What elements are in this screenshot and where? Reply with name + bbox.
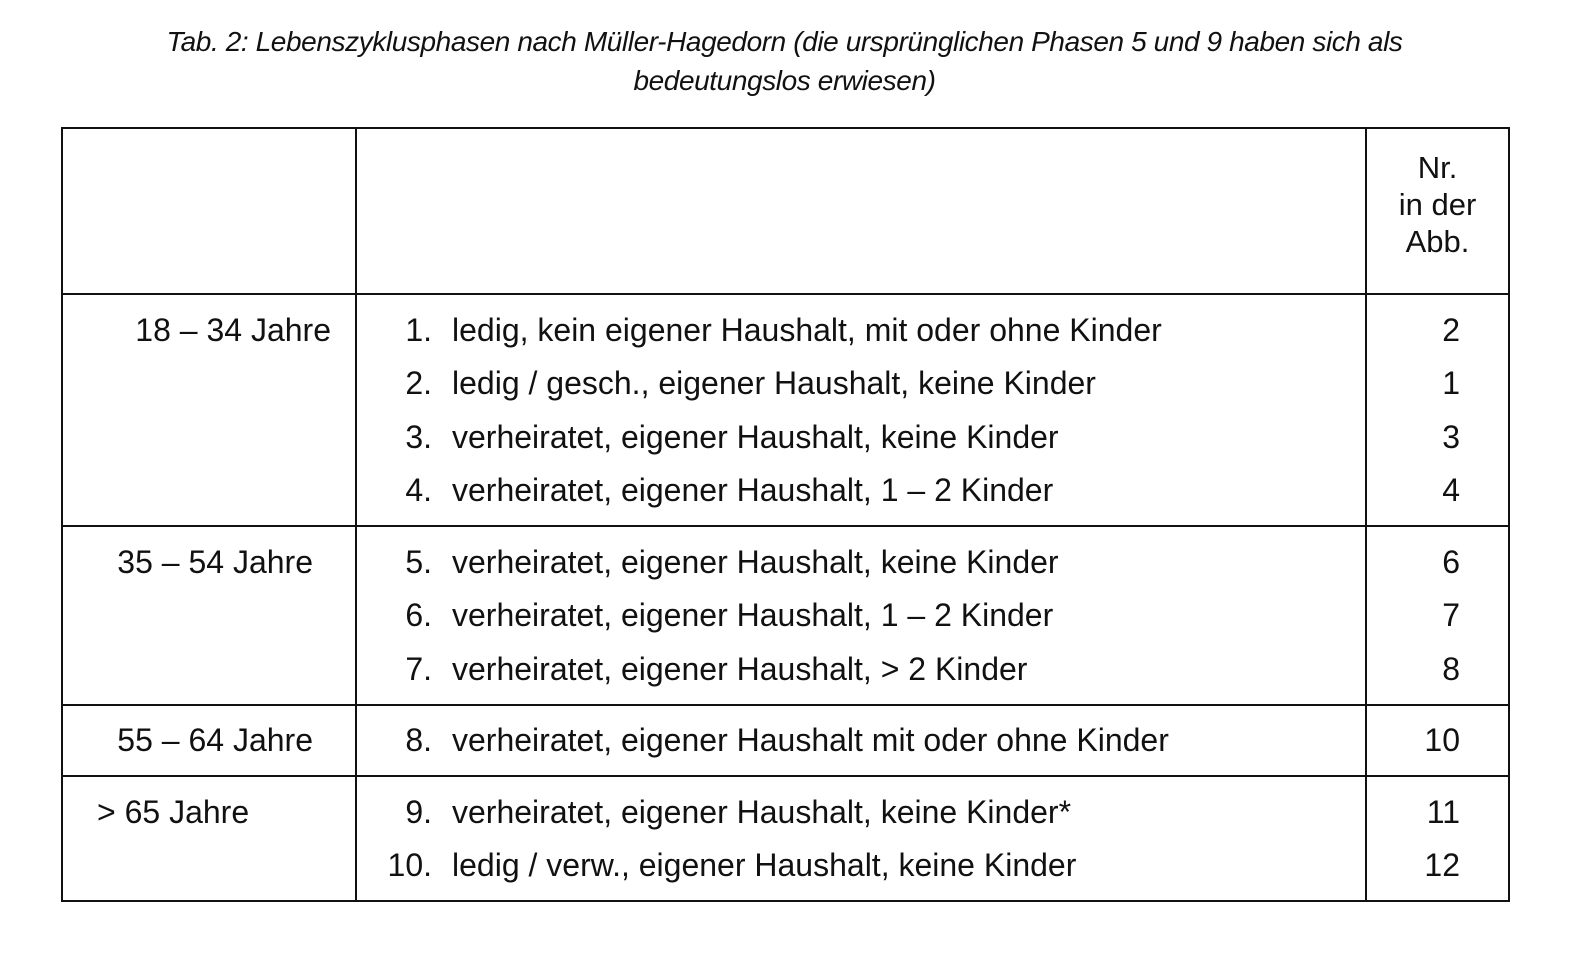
- phase-number: 8.: [405, 722, 432, 759]
- figure-number: 2: [1442, 311, 1460, 348]
- phase-number: 9.: [405, 793, 432, 830]
- phase-number: 4.: [405, 472, 432, 509]
- table-header-row: [62, 128, 1509, 294]
- phase-text: verheiratet, eigener Haushalt, > 2 Kinder: [452, 650, 1028, 687]
- header-phase-cell: [356, 128, 1366, 294]
- phase-text: verheiratet, eigener Haushalt, 1 – 2 Kinder: [452, 472, 1054, 509]
- phase-cell: [356, 776, 1366, 901]
- phase-line: [357, 589, 1365, 643]
- nr-cell: [1366, 776, 1509, 901]
- phase-line: [357, 303, 1365, 357]
- phase-cell: [356, 705, 1366, 777]
- figure-number: 11: [1426, 793, 1460, 830]
- age-cell: [62, 776, 356, 901]
- phase-text: verheiratet, eigener Haushalt, keine Kinder: [452, 543, 1059, 580]
- age-cell: [62, 294, 356, 526]
- group-row-35-54: [62, 526, 1509, 705]
- phase-line: [357, 839, 1365, 893]
- phase-line: [357, 410, 1365, 464]
- age-label: > 65 Jahre: [97, 793, 250, 830]
- phase-line: [357, 357, 1365, 411]
- phase-number: 7.: [405, 650, 432, 687]
- header-age-cell: [62, 128, 356, 294]
- header-nr-line-1: Nr.: [1417, 150, 1458, 185]
- age-cell: [62, 705, 356, 777]
- figure-number: 7: [1442, 597, 1460, 634]
- figure-number: 3: [1442, 418, 1460, 455]
- phase-cell: [356, 526, 1366, 705]
- age-label: 18 – 34 Jahre: [135, 311, 331, 348]
- phase-line: [357, 464, 1365, 518]
- phase-text: verheiratet, eigener Haushalt, 1 – 2 Kinder: [452, 597, 1054, 634]
- group-row-over-65: [62, 776, 1509, 901]
- figure-number: 12: [1424, 847, 1460, 884]
- life-cycle-phases-table: [61, 127, 1510, 902]
- header-nr-cell: [1366, 128, 1509, 294]
- age-label: 55 – 64 Jahre: [117, 722, 313, 759]
- phase-number: 2.: [405, 365, 432, 402]
- header-nr-line-3: Abb.: [1405, 224, 1470, 259]
- phase-text: ledig / gesch., eigener Haushalt, keine Kinder: [452, 365, 1096, 402]
- phase-text: ledig / verw., eigener Haushalt, keine Kinder: [452, 847, 1077, 884]
- phase-number: 3.: [405, 418, 432, 455]
- group-row-18-34: [62, 294, 1509, 526]
- phase-line: [357, 642, 1365, 696]
- phase-text: verheiratet, eigener Haushalt, keine Kinder: [452, 418, 1059, 455]
- figure-number: 4: [1442, 472, 1460, 509]
- header-nr-line-2: in der: [1398, 187, 1477, 222]
- phase-line: [357, 785, 1365, 839]
- phase-number: 10.: [387, 847, 432, 884]
- caption-line-1: Tab. 2: Lebenszyklusphasen nach Müller-Hagedorn (die ursprünglichen Phasen 5 und 9 haben sich als: [166, 26, 1403, 57]
- figure-number: 10: [1424, 722, 1460, 759]
- age-label: 35 – 54 Jahre: [117, 543, 313, 580]
- figure-number: 8: [1442, 650, 1460, 687]
- phase-number: 6.: [405, 597, 432, 634]
- phase-cell: [356, 294, 1366, 526]
- table-caption: [40, 22, 1529, 100]
- phase-text: verheiratet, eigener Haushalt, keine Kinder*: [452, 793, 1072, 830]
- nr-cell: [1366, 526, 1509, 705]
- phase-line: [357, 714, 1365, 768]
- phase-text: ledig, kein eigener Haushalt, mit oder ohne Kinder: [452, 311, 1162, 348]
- nr-cell: [1366, 294, 1509, 526]
- age-cell: [62, 526, 356, 705]
- phase-text: verheiratet, eigener Haushalt mit oder ohne Kinder: [452, 722, 1169, 759]
- figure-number: 6: [1442, 543, 1460, 580]
- caption-line-2: bedeutungslos erwiesen): [633, 65, 936, 96]
- figure-number: 1: [1442, 365, 1460, 402]
- group-row-55-64: [62, 705, 1509, 777]
- phase-number: 5.: [405, 543, 432, 580]
- nr-cell: [1366, 705, 1509, 777]
- phase-number: 1.: [405, 311, 432, 348]
- phase-line: [357, 535, 1365, 589]
